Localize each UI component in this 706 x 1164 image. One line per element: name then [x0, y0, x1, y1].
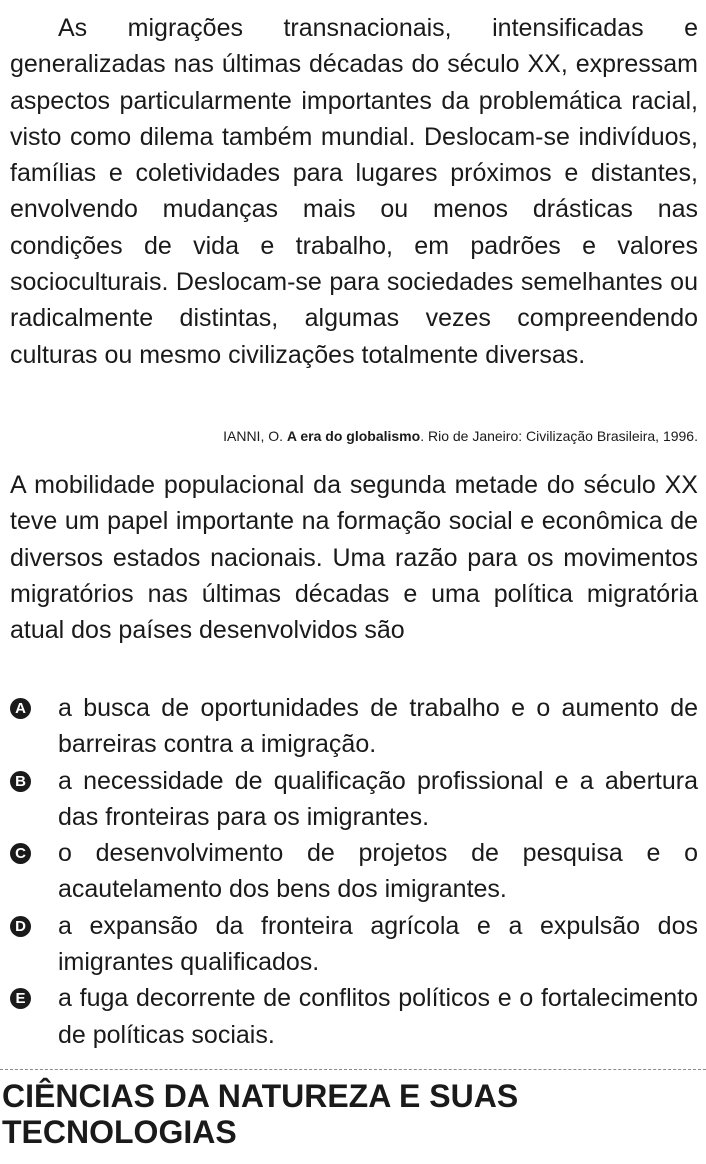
option-d-letter-badge: D: [10, 916, 31, 937]
option-e[interactable]: [10, 980, 698, 1053]
option-a-letter-badge: A: [10, 698, 31, 719]
option-e-text: a fuga decorrente de conflitos políticos e o fortalecimento de políticas sociais.: [58, 984, 698, 1049]
option-d-text: a expansão da fronteira agrícola e a expulsão dos imigrantes qualificados.: [58, 911, 698, 977]
option-c[interactable]: [10, 835, 698, 908]
option-b[interactable]: [10, 763, 698, 836]
section-title: CIÊNCIAS DA NATUREZA E SUAS TECNOLOGIAS: [2, 1078, 519, 1150]
question-stem: A mobilidade populacional da segunda metade do século XX teve um papel importante na formação social e econômica de diversos estados nacionais. Uma razão para os movimentos migratórios nas últimas décadas e uma política migratória atual dos países desenvolvidos são: [10, 471, 698, 645]
citation-details: . Rio de Janeiro: Civilização Brasileira, 1996.: [420, 428, 698, 444]
option-d[interactable]: [10, 908, 698, 981]
citation-title: A era do globalismo: [286, 428, 421, 444]
option-b-text: a necessidade de qualificação profissional e a abertura das fronteiras para os imigrantes.: [58, 766, 698, 831]
option-e-letter-badge: E: [10, 988, 31, 1009]
passage-text: As migrações transnacionais, intensificadas e generalizadas nas últimas décadas do século XX, expressam aspectos particularmente importantes da problemática racial, visto como dilema também mundial. Deslocam-se indivíduos, famílias e coletividades para lugares próximos e distantes, envolvendo mudanças mais ou menos drásticas nas condições de vida e trabalho, em padrões e valores socioculturais. Deslocam-se para sociedades semelhantes ou radicalmente distintas, algumas vezes compreendendo culturas ou mesmo civilizações totalmente diversas.: [10, 14, 698, 369]
option-a[interactable]: [10, 690, 698, 763]
answer-options: [10, 690, 698, 1053]
option-c-letter-badge: C: [10, 843, 31, 864]
source-citation: [10, 426, 698, 446]
section-divider: [0, 1069, 706, 1070]
option-a-text: a busca de oportunidades de trabalho e o aumento de barreiras contra a imigração.: [58, 694, 698, 759]
option-c-text: o desenvolvimento de projetos de pesquisa e o acautelamento dos bens dos imigrantes.: [58, 839, 698, 904]
citation-author: IANNI, O.: [223, 428, 287, 444]
option-b-letter-badge: B: [10, 771, 31, 792]
